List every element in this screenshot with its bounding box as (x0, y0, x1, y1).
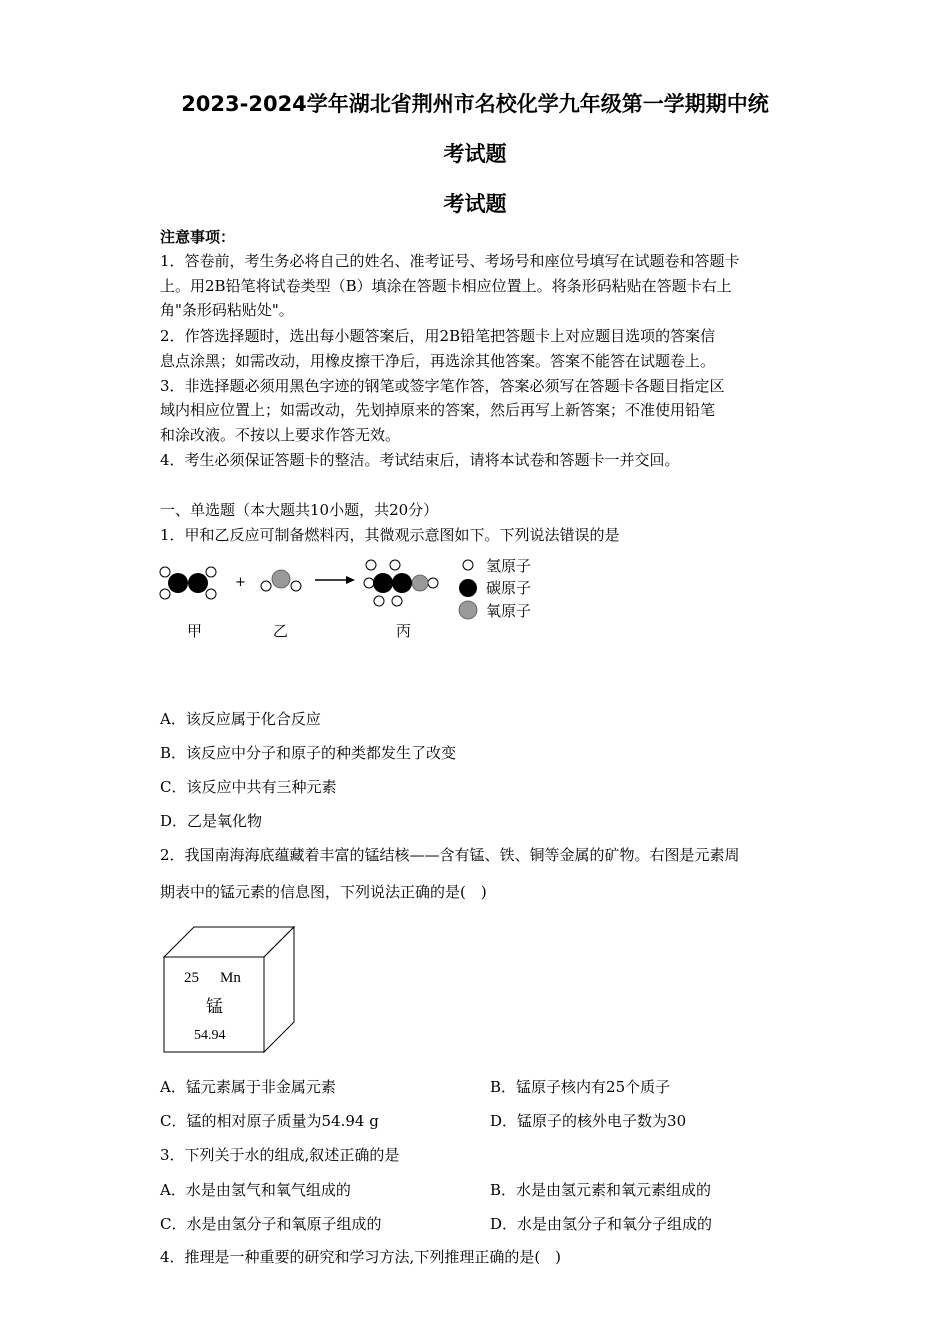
q3-option-b: B．水是由氢元素和氧元素组成的 (490, 1181, 712, 1199)
molecule-bing (364, 560, 438, 606)
notice-line: 角"条形码粘贴处"。 (160, 301, 294, 319)
notice-line: 1．答卷前，考生务必将自己的姓名、准考证号、考场号和座位号填写在试题卷和答题卡 (160, 252, 740, 270)
manganese-element-box (160, 922, 300, 1057)
notice-line: 域内相应位置上；如需改动，先划掉原来的答案，然后再写上新答案；不准使用铅笔 (160, 401, 716, 419)
plus-sign: + (235, 575, 246, 590)
legend-oxygen: 氧原子 (486, 602, 532, 620)
page-title-line2: 考试题 (443, 142, 507, 166)
section-heading: 一、单选题（本大题共10小题，共20分） (160, 501, 439, 519)
page-title-line3: 考试题 (443, 192, 507, 216)
notice-line: 和涂改液。不按以上要求作答无效。 (160, 426, 401, 444)
element-name: 锰 (206, 997, 223, 1017)
molecule-jia (160, 567, 216, 599)
notice-line: 4．考生必须保证答题卡的整洁。考试结束后，请将本试卷和答题卡一并交回。 (160, 451, 680, 469)
element-mass: 54.94 (194, 1028, 226, 1043)
notice-line: 3．非选择题必须用黑色字迹的钢笔或签字笔作答，答案必须写在答题卡各题目指定区 (160, 377, 725, 395)
q2-option-a: A．锰元素属于非金属元素 (160, 1078, 336, 1096)
q4-stem: 4．推理是一种重要的研究和学习方法,下列推理正确的是( ) (160, 1248, 562, 1266)
notice-line: 2．作答选择题时，选出每小题答案后，用2B铅笔把答题卡上对应题目选项的答案信 (160, 327, 716, 345)
page-title-line1: 2023-2024学年湖北省荆州市名校化学九年级第一学期期中统 (181, 92, 769, 116)
q2-stem-line2: 期表中的锰元素的信息图，下列说法正确的是( ) (160, 883, 487, 901)
q2-option-d: D．锰原子的核外电子数为30 (490, 1112, 687, 1130)
q1-option-c: C．该反应中共有三种元素 (160, 778, 337, 796)
q1-option-a: A．该反应属于化合反应 (160, 710, 321, 728)
element-symbol: Mn (220, 970, 241, 986)
reaction-arrow-icon (315, 576, 355, 584)
notice-line: 息点涂黑；如需改动，用橡皮擦干净后，再选涂其他答案。答案不能答在试题卷上。 (160, 352, 716, 370)
q1-stem: 1．甲和乙反应可制备燃料丙，其微观示意图如下。下列说法错误的是 (160, 526, 620, 544)
label-bing: 丙 (396, 622, 412, 640)
q3-option-a: A．水是由氢气和氧气组成的 (160, 1181, 351, 1199)
molecule-yi (261, 570, 301, 591)
q2-option-c: C．锰的相对原子质量为54.94 g (160, 1112, 379, 1130)
notice-heading: 注意事项： (160, 228, 236, 246)
q2-stem-line1: 2．我国南海海底蕴藏着丰富的锰结核——含有锰、铁、铜等金属的矿物。右图是元素周 (160, 846, 740, 864)
q1-option-b: B．该反应中分子和原子的种类都发生了改变 (160, 744, 457, 762)
q2-option-b: B．锰原子核内有25个质子 (490, 1078, 671, 1096)
legend (459, 557, 531, 620)
notice-line: 上。用2B铅笔将试卷类型（B）填涂在答题卡相应位置上。将条形码粘贴在答题卡右上 (160, 277, 732, 295)
legend-carbon: 碳原子 (486, 579, 532, 597)
q3-option-d: D．水是由氢分子和氧分子组成的 (490, 1215, 713, 1233)
q1-option-d: D．乙是氧化物 (160, 812, 263, 830)
element-number: 25 (184, 970, 199, 986)
q3-stem: 3．下列关于水的组成,叙述正确的是 (160, 1146, 400, 1164)
legend-hydrogen: 氢原子 (486, 557, 532, 575)
q3-option-c: C．水是由氢分子和氧原子组成的 (160, 1215, 382, 1233)
label-jia: 甲 (187, 622, 203, 640)
label-yi: 乙 (273, 622, 289, 640)
q1-reaction-diagram (155, 555, 555, 645)
